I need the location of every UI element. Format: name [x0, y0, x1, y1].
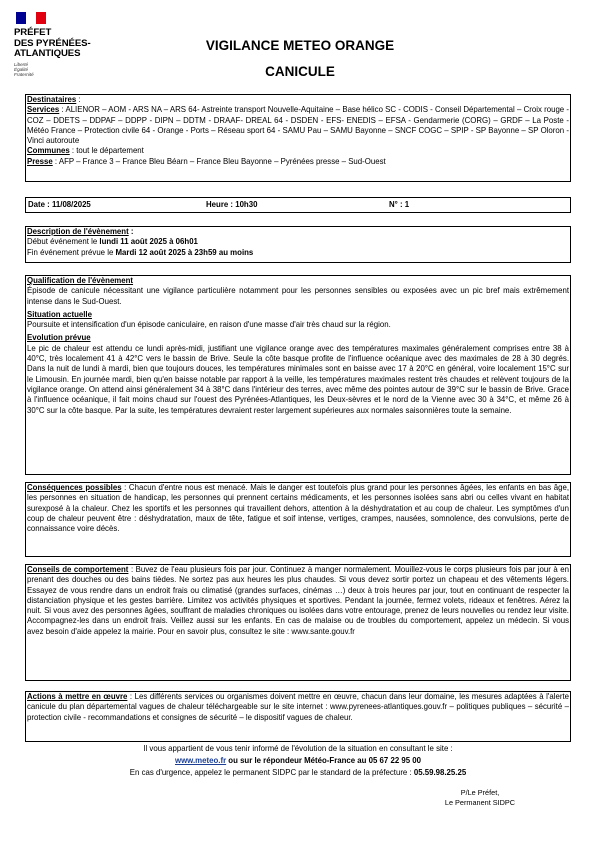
actions-text: : Les différents services ou organismes doivent mettre en œuvre, chacun dans leur domaine, les mesures adaptées à l'alerte canicule du plan départemental vagues de chaleur téléchargeable sur le site internet : www.pyrenees-atlantiques.gouv.fr – politiques publiques – sécurité – protection civile - recommandations et consignes de sécurité – le dispositif vagues de chaleur.	[27, 692, 569, 722]
logo-line-2: DES PYRÉNÉES-	[14, 37, 91, 49]
advice-box	[25, 564, 571, 681]
advice-text: : Buvez de l'eau plusieurs fois par jour. Continuez à manger normalement. Mouillez-vous le corps plusieurs fois par jour à en prenant des douches ou des bains tièdes. Ne sortez pas aux heures les plus chaudes. Si vous devez sortir portez un chapeau et des vêtements légers. Essayez de vous rendre dans un endroit frais ou climatisé (grandes surfaces, cinémas …) deux à trois heures par jour, tout en continuant de respecter la distanciation physique et les gestes barrière. Limitez vos activités physiques et sportives. Pendant la journée, fermez volets, rideaux et fenêtres. Aérez la nuit. Si vous avez des personnes âgées, souffrant de maladies chroniques ou isolées dans votre entourage, prenez de leurs nouvelles ou rendez leur visite. Accompagnez-les dans un endroit frais. Veillez aussi sur les enfants. En cas de malaise ou de troubles du comportement, appelez un médecin. Si vous avez besoin d'aide appelez la mairie. Pour en savoir plus, consultez le site : www.sante.gouv.fr	[27, 565, 570, 636]
recipients-box	[25, 94, 571, 182]
footer-urgence-text: En cas d'urgence, appelez le permanent SIDPC par le standard de la préfecture :	[129, 768, 414, 778]
number-field: N° : 1	[389, 200, 410, 209]
footer-line-3	[25, 767, 571, 779]
event-box	[25, 226, 571, 263]
presse-text: : AFP – France 3 – France Bleu Béarn – France Bleu Bayonne – Pyrénées presse – Sud-Ouest	[52, 156, 386, 166]
date-field: Date : 11/08/2025	[28, 200, 91, 209]
consequences-heading: Conséquences possibles	[27, 483, 122, 492]
qualification-text: Épisode de canicule nécessitant une vigilance particulière notamment pour les personnes sensibles ou exposées avec un pic bref mais extrêmement intense dans le Sud-Ouest.	[27, 286, 569, 306]
consequences-text: : Chacun d'entre nous est menacé. Mais le danger est toutefois plus grand pour les personnes âgées, les enfants en bas âge, les personnes en situation de handicap, les personnes qui prennent certains médicaments, et les personnes isolées sans abri ou celles vivant en habitat surexposé à la chaleur. Chez les sportifs et les personnes qui travaillent dehors, attention à la déshydratation et au coup de chaleur. Les symptômes d'un coup de chaleur peuvent être : déshydratation, maux de tête, fatigue et soif intense, vertiges, crampes, nausées, somnolence, des convulsions, perte de connaissance voire décès.	[27, 483, 569, 534]
event-heading-suffix: :	[128, 227, 134, 236]
recipients-heading-suffix: :	[76, 95, 81, 104]
meteo-link[interactable]: www.meteo.fr	[174, 756, 227, 766]
communes-label: Communes	[27, 146, 70, 156]
flag-band-3	[36, 12, 46, 24]
flag-band-1	[16, 12, 26, 24]
logo-line-1: PRÉFET	[14, 27, 52, 38]
advice-heading: Conseils de comportement	[27, 565, 129, 574]
actions-box	[25, 691, 571, 742]
motto-liberte: Liberté	[14, 61, 29, 67]
actions-heading: Actions à mettre en œuvre	[27, 692, 128, 701]
evolution-heading: Evolution prévue	[27, 333, 91, 343]
presse-label: Presse	[27, 156, 53, 166]
footer-line-1: Il vous appartient de vous tenir informé de l'évolution de la situation en consultant le site :	[143, 744, 453, 753]
page-title: VIGILANCE METEO ORANGE	[205, 38, 395, 53]
footer-line-2	[25, 755, 571, 767]
services-label: Services	[27, 105, 60, 115]
time-field: Heure : 10h30	[206, 200, 258, 209]
flag-band-2	[26, 12, 36, 24]
signature	[420, 788, 540, 807]
meta-row	[25, 197, 571, 213]
event-end-prefix: Fin événement prévue le	[27, 247, 116, 257]
republic-motto	[14, 62, 134, 78]
signature-line-1: P/Le Préfet,	[460, 788, 500, 797]
footer-phone-text: ou sur le répondeur Météo-France au 05 67 22 95 00	[226, 756, 421, 766]
prefecture-logo	[14, 12, 134, 77]
situation-heading: Situation actuelle	[27, 309, 92, 319]
qualification-heading: Qualification de l'évènement	[27, 276, 134, 285]
motto-fraternite: Fraternité	[14, 72, 34, 78]
services-text: : ALIENOR – AOM - ARS NA – ARS 64- Astreinte transport Nouvelle-Aquitaine – Base hélico SC - CODIS - Conseil Départemental – Croix rouge - COZ – DDETS – DDPAF – DDPP - DIPN – DDTM - DRAAF- DREAL 64 - DSDEN - EFS- ENEDIS – EFSA - Gendarmerie (CORG) – GRDF – La Poste - Météo France – Protection civile 64 - Orange - Ports – Réseau sport 64 - SAMU Pau – SAMU Bayonne – SNCF COGC – SPIP - SP Bayonne – SP Oloron - Vinci autoroute	[27, 105, 569, 146]
situation-text: Poursuite et intensification d'un épisode caniculaire, en raison d'une masse d'air très chaud sur la région.	[27, 320, 391, 330]
logo-line-3: ATLANTIQUES	[14, 48, 81, 59]
event-end: Mardi 12 août 2025 à 23h59 au moins	[115, 247, 254, 257]
page-subtitle: CANICULE	[265, 64, 335, 79]
signature-line-2: Le Permanent SIDPC	[444, 797, 516, 807]
footer-urgence-phone: 05.59.98.25.25	[413, 768, 467, 778]
event-heading: Description de l'évènement	[27, 227, 129, 236]
qualification-box	[25, 275, 571, 475]
motto-egalite: Égalité	[14, 66, 29, 72]
event-start-prefix: Début événement le	[27, 237, 100, 247]
consequences-box	[25, 482, 571, 557]
event-start: lundi 11 août 2025 à 06h01	[99, 237, 198, 247]
communes-text: : tout le département	[69, 146, 144, 156]
french-flag-icon	[16, 12, 46, 24]
evolution-text: Le pic de chaleur est attendu ce lundi après-midi, justifiant une vigilance orange avec des températures maximales généralement comprises entre 38 à 40°C, très localement 41 à 42°C vers le bassin de Brive. Seule la côte basque profite de l'influence océanique avec des maximales de 28 à 30 degrés. Dans la nuit de lundi à mardi, bien que toujours douces, les températures minimales sont en baisse avec 17 à 20°C en général, voire localement 15°C sur le Limousin. En journée mardi, bien qu'en baisse notable par rapport à la veille, les températures maximales restent très chaudes et relèvent toujours de la vigilance orange. On attend ainsi généralement 34 à 38°C dans l'intérieur des terres, avec même des pointes autour de 39°C sur le bassin de Brive. Grace à l'influence océanique, il fait moins chaud sur l'ouest des Pyrénées-Atlantiques, les Deux-sèvres et le nord de la Vienne avec 30 à 34°C, et même 26 à 30°C sur la côte basque. Par la suite, les températures devraient rester largement supérieures aux normales saisonnières toute la semaine.	[27, 343, 569, 415]
footer	[25, 743, 571, 780]
recipients-heading: Destinataires	[27, 95, 77, 104]
